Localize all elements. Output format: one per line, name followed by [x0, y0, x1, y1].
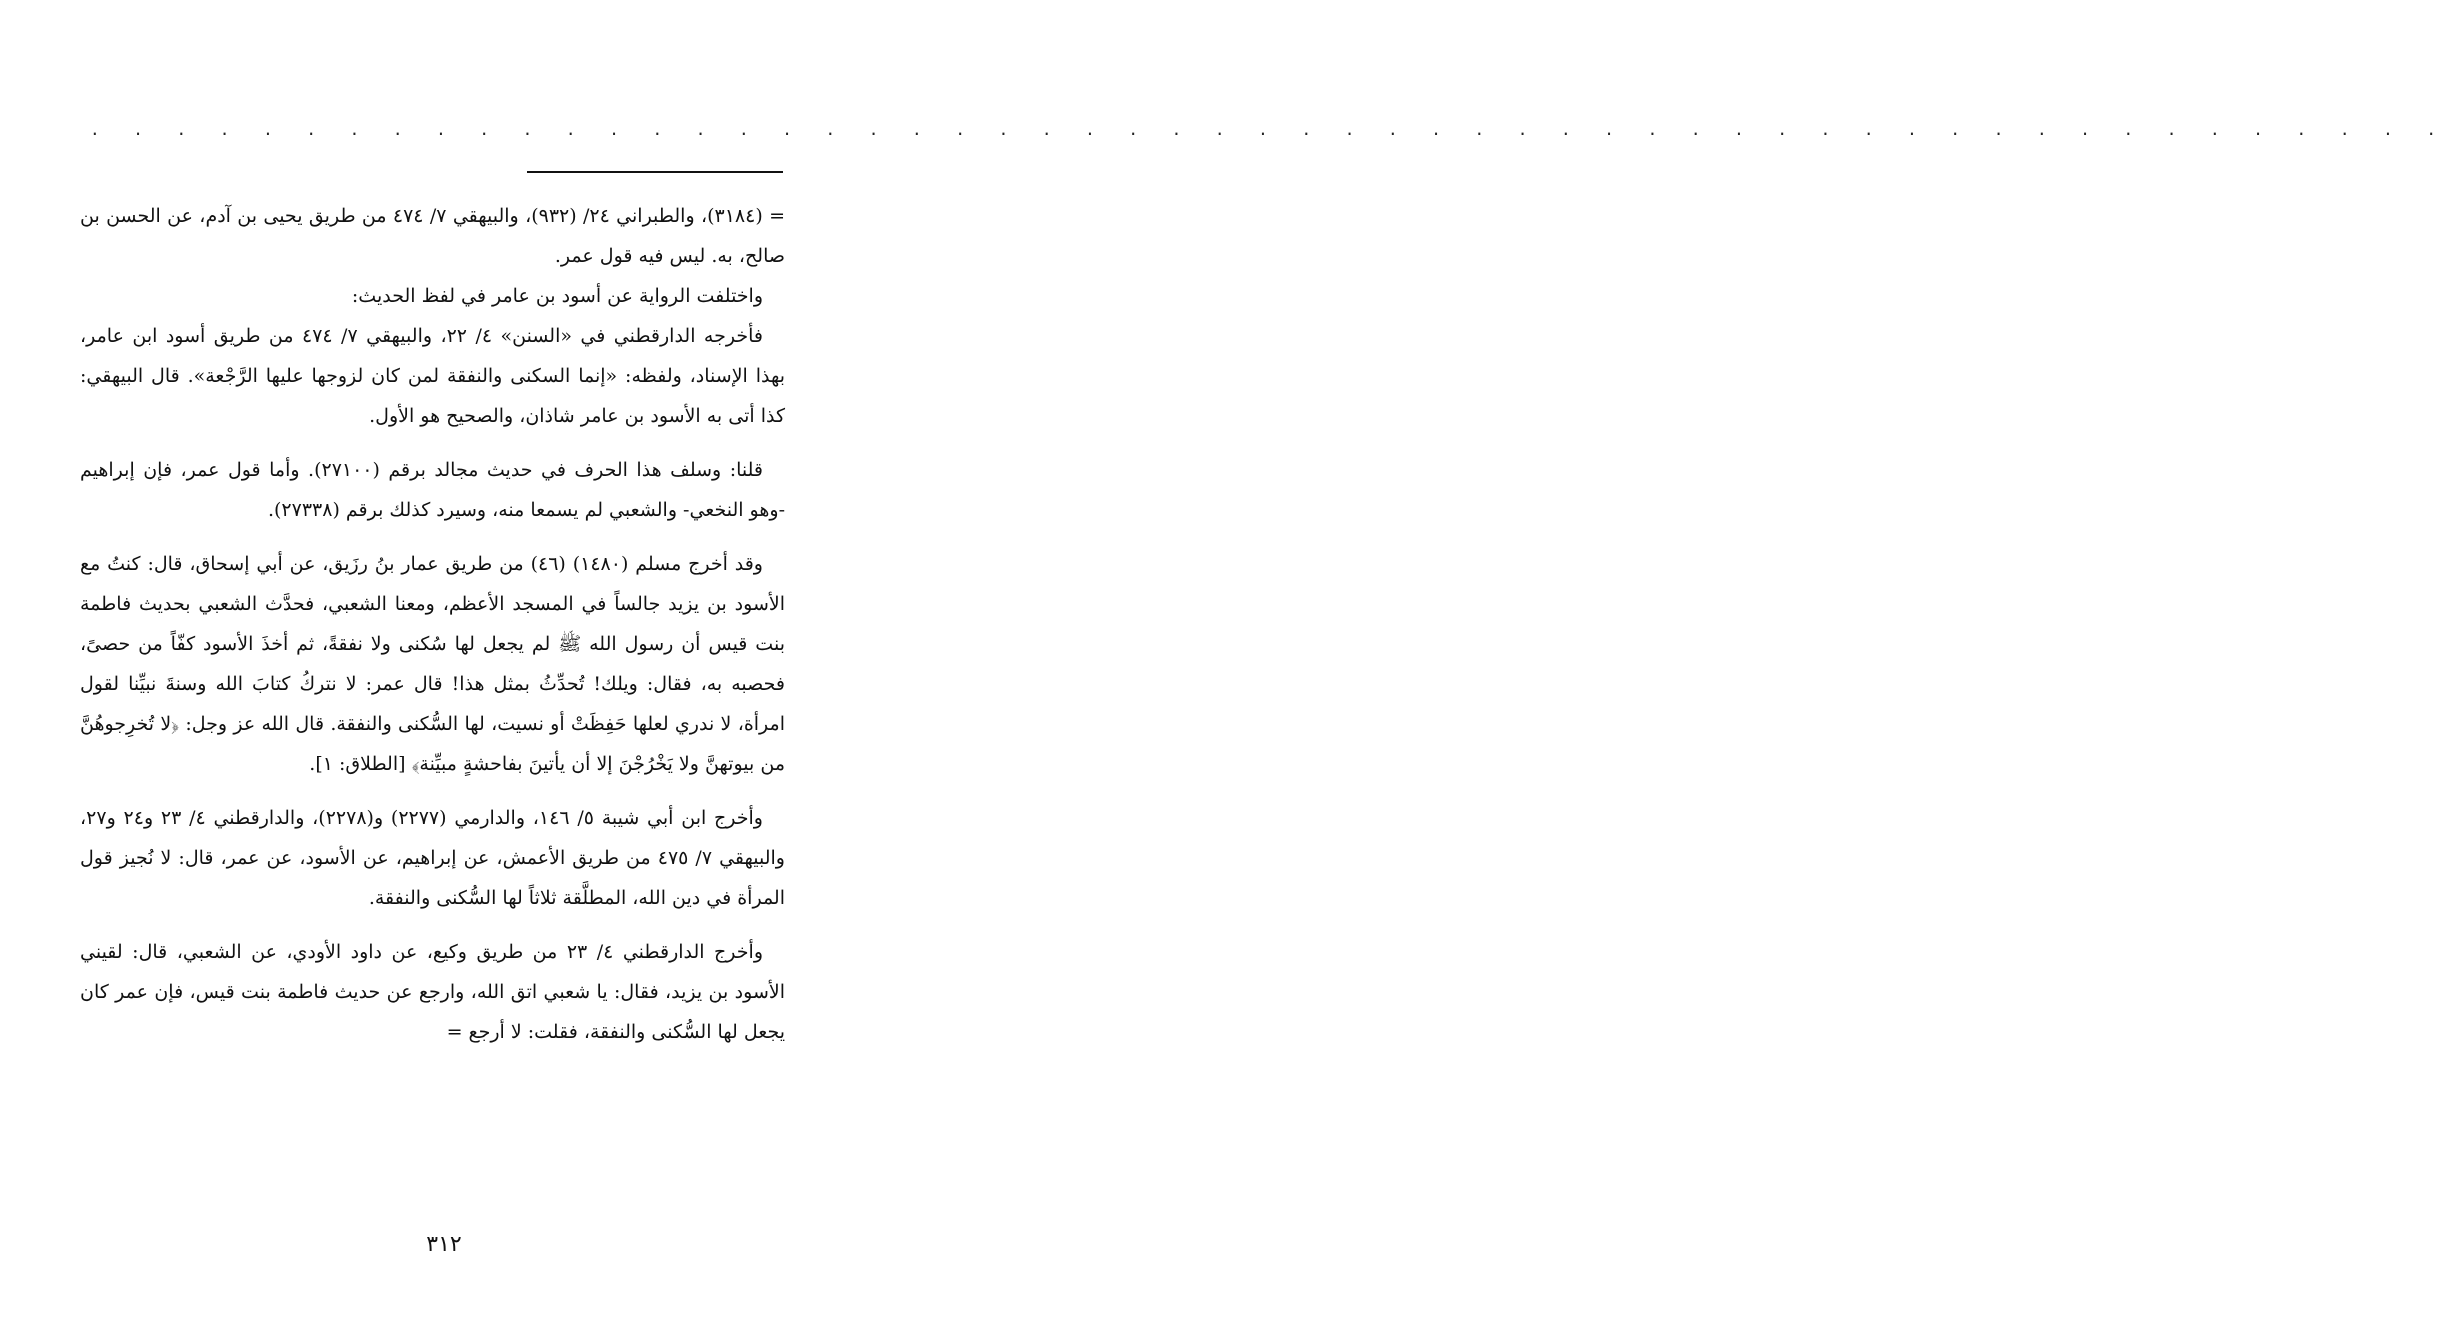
paragraph-muslim: وقد أخرج مسلم (١٤٨٠) (٤٦) من طريق عمار بنُ رزَيق، عن أبي إسحاق، قال: كنتُ مع الأسود بن يزيد جالساً في المسجد الأعظم، ومعنا الشعبي، فحدَّث الشعبي بحديث فاطمة بنت قيس أن رسول الله ﷺ لم يجعل لها سُكنى ولا نفقةً، ثم أخذَ الأسود كفّاً من حصىً، فحصبه به، فقال: ويلك! تُحدِّثُ بمثل هذا! قال عمر: لا نتركُ كتابَ الله وسنةَ نبيِّنا لقول امرأة، لا ندري لعلها حَفِظَتْ أو نسيت، لها السُّكنى والنفقة. قال الله عز وجل: ﴿لا تُخرِجوهُنَّ من بيوتهنَّ ولا يَخْرُجْنَ إلا أن يأتينَ بفاحشةٍ مبيِّنة﴾ [الطلاق: ١].	[80, 553, 785, 775]
paragraph-daraqutni: فأخرجه الدارقطني في «السنن» ٤/ ٢٢، والبيهقي ٧/ ٤٧٤ من طريق أسود ابن عامر، بهذا الإسناد، ولفظه: «إنما السكنى والنفقة لمن كان لزوجها عليها الرَّجْعة». قال البيهقي: كذا أتى به الأسود بن عامر شاذان، والصحيح هو الأول.	[80, 325, 785, 427]
footnote-rule	[527, 171, 783, 173]
paragraph-continuation: = (٣١٨٤)، والطبراني ٢٤/ (٩٣٢)، والبيهقي ٧/ ٤٧٤ من طريق يحيى بن آدم، عن الحسن بن صالح، به. ليس فيه قول عمر.	[80, 205, 785, 267]
paragraph-ibn-abi-shaybah: وأخرج ابن أبي شيبة ٥/ ١٤٦، والدارمي (٢٢٧٧) و(٢٢٧٨)، والدارقطني ٤/ ٢٣ و٢٤ و٢٧، والبيهقي ٧/ ٤٧٥ من طريق الأعمش، عن إبراهيم، عن الأسود، عن عمر، قال: لا نُجيز قول المرأة في دين الله، المطلَّقة ثلاثاً لها السُّكنى والنفقة.	[80, 807, 785, 909]
paragraph-daraqutni-waki: وأخرج الدارقطني ٤/ ٢٣ من طريق وكيع، عن داود الأودي، عن الشعبي، قال: لقيني الأسود بن يزيد، فقال: يا شعبي اتق الله، وارجع عن حديث فاطمة بنت قيس، فإن عمر كان يجعل لها السُّكنى والنفقة، فقلت: لا أرجع =	[80, 941, 785, 1043]
paragraph-qulna: قلنا: وسلف هذا الحرف في حديث مجالد برقم (٢٧١٠٠). وأما قول عمر، فإن إبراهيم -وهو النخعي- والشعبي لم يسمعا منه، وسيرد كذلك برقم (٢٧٣٣٨).	[80, 459, 785, 521]
separator-dots: . . . . . . . . . . . . . . . . . . . . . . . . . . . . . . . . . . . . . . . . . . . . . . . . . . . . . . .	[90, 120, 2448, 139]
paragraph-variation-intro: واختلفت الرواية عن أسود بن عامر في لفظ الحديث:	[351, 285, 763, 307]
footnote-text	[80, 196, 785, 1052]
page-number: ٣١٢	[426, 1232, 462, 1257]
